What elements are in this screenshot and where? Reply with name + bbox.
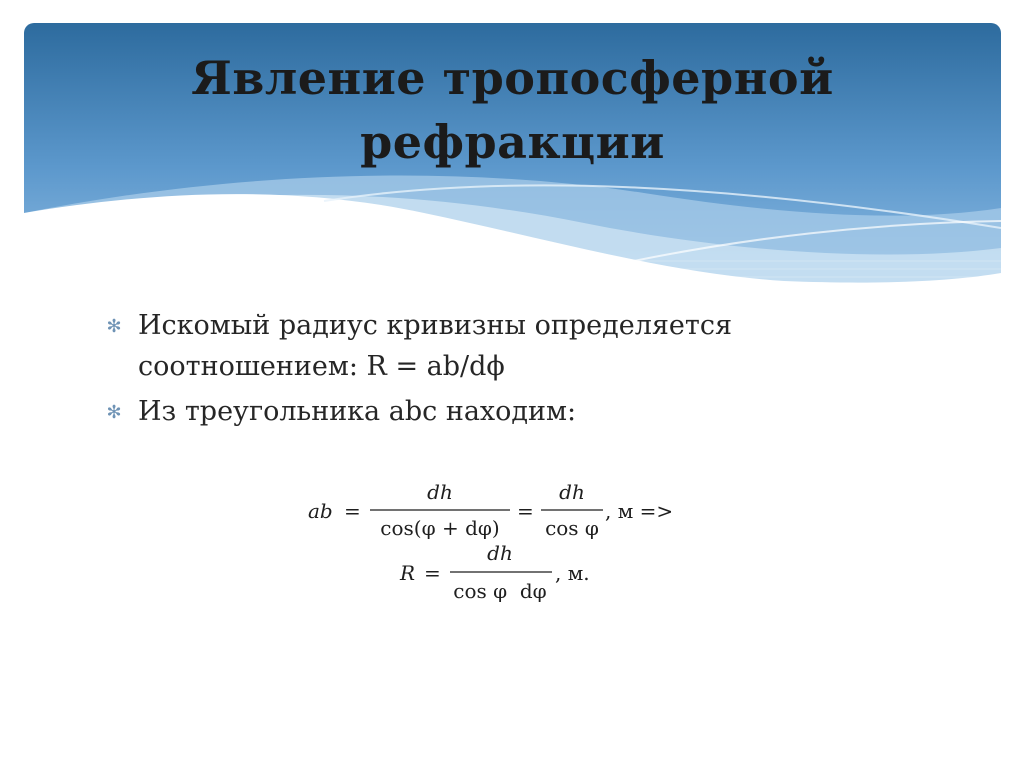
formula2-lhs: R [400,561,416,585]
formula1-lhs: ab [308,499,333,523]
bullet-text: Из треугольника abc находим: [138,396,577,427]
formula-block [300,472,720,612]
asterisk-icon: ✻ [106,402,122,423]
bullet-item-radius [104,305,904,387]
formula1-tail: , м => [605,499,674,523]
formula-r [399,541,590,603]
formula1-denominator-1: cos(φ + dφ) [380,516,500,540]
bullet-list [104,305,904,436]
bullet-text-line-2: соотношением: R = ab/dϕ [138,351,505,382]
formula2-numerator: dh [487,541,513,565]
formula1-eq-1: = [344,499,361,523]
title-line-1: Явление тропосферной [191,51,834,105]
bullet-item-triangle [104,391,904,432]
formula1-numerator-2: dh [559,480,585,504]
formula1-denominator-2: cos φ [545,516,599,540]
formula2-eq: = [424,561,441,585]
formula1-eq-2: = [517,499,534,523]
asterisk-icon: ✻ [106,316,122,337]
formula-svg [300,472,720,612]
slide-title [24,46,1001,174]
formula2-tail: , м. [555,561,590,585]
formula2-denominator: cos φ dφ [453,579,547,603]
formula-ab [308,480,673,540]
bullet-text-line-1: Искомый радиус кривизны определяется [138,310,732,341]
formula1-numerator-1: dh [427,480,453,504]
title-line-2: рефракции [360,115,665,169]
